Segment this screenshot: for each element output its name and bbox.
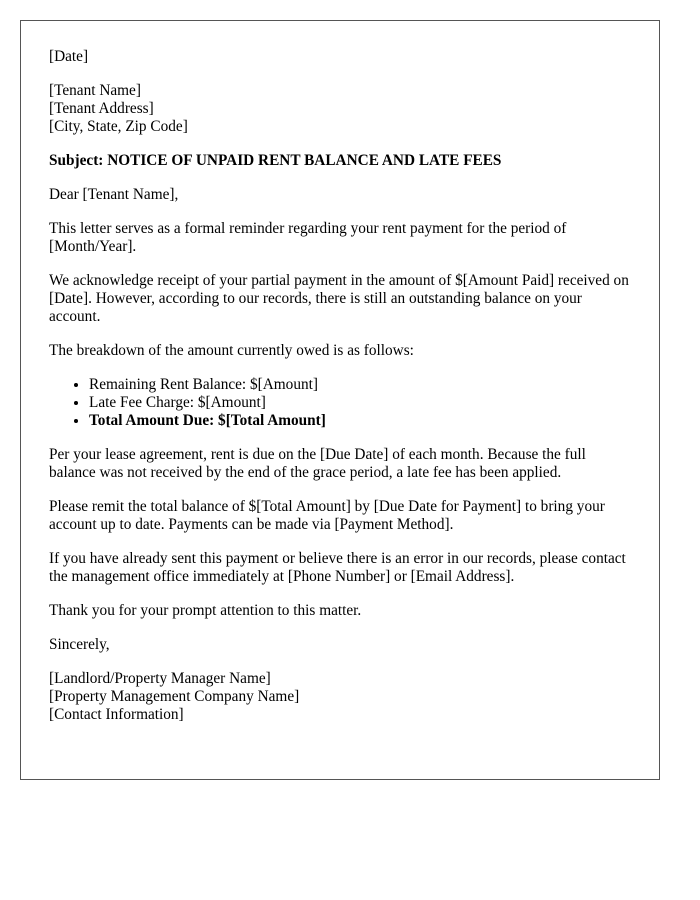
signature-contact: [Contact Information] <box>49 706 184 723</box>
signature-company: [Property Management Company Name] <box>49 688 300 705</box>
closing: Sincerely, <box>49 636 110 653</box>
paragraph-thanks: Thank you for your prompt attention to this matter. <box>49 602 362 619</box>
paragraph-breakdown-intro: The breakdown of the amount currently owed is as follows: <box>49 342 414 359</box>
salutation: Dear [Tenant Name], <box>49 186 179 203</box>
breakdown-item-late-fee: • Late Fee Charge: $[Amount] <box>89 394 631 412</box>
breakdown-item-rent-balance: • Remaining Rent Balance: $[Amount] <box>89 376 631 394</box>
recipient-address: [Tenant Address] <box>49 100 154 117</box>
signature-name: [Landlord/Property Manager Name] <box>49 670 271 687</box>
paragraph-intro: This letter serves as a formal reminder regarding your rent payment for the period of [Month/Year]. <box>49 220 567 255</box>
letter-subject: Subject: NOTICE OF UNPAID RENT BALANCE AND LATE FEES <box>49 152 502 169</box>
recipient-block <box>49 82 631 136</box>
breakdown-item-total-due: • Total Amount Due: $[Total Amount] <box>89 412 631 430</box>
paragraph-lease-terms: Per your lease agreement, rent is due on the [Due Date] of each month. Because the full balance was not received by the end of the grace period, a late fee has been applied. <box>49 446 586 481</box>
paragraph-acknowledgement: We acknowledge receipt of your partial payment in the amount of $[Amount Paid] received on [Date]. However, according to our records, there is still an outstanding balance on your account. <box>49 272 629 325</box>
breakdown-list <box>49 376 631 430</box>
paragraph-contact: If you have already sent this payment or believe there is an error in our records, please contact the management office immediately at [Phone Number] or [Email Address]. <box>49 550 626 585</box>
recipient-city-state-zip: [City, State, Zip Code] <box>49 118 188 135</box>
signature-block <box>49 670 631 724</box>
paragraph-remit: Please remit the total balance of $[Total Amount] by [Due Date for Payment] to bring your account up to date. Payments can be made via [Payment Method]. <box>49 498 605 533</box>
letter-page <box>20 20 660 780</box>
recipient-name: [Tenant Name] <box>49 82 141 99</box>
letter-date: [Date] <box>49 48 89 65</box>
